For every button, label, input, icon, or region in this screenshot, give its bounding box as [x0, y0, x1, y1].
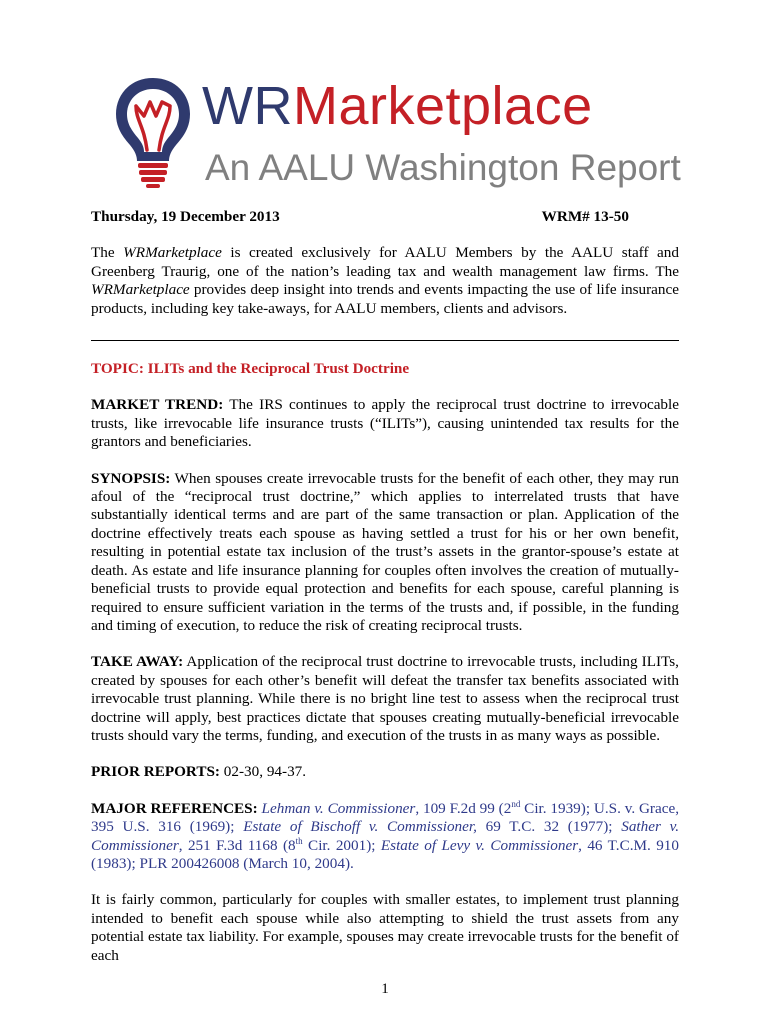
reference-link[interactable]: Estate of Bischoff v. Commissioner,	[243, 818, 477, 836]
logo-title-marketplace: Marketplace	[292, 76, 593, 136]
market-trend-label: MARKET TREND:	[91, 396, 224, 414]
logo-title	[202, 76, 593, 136]
closing-paragraph: It is fairly common, particularly for couples with smaller estates, to implement trust planning intended to benefit each spouse while also attempting to shield the trust assets from any potential estate tax liability. For example, spouses may create irrevocable trusts for the benefit of each	[91, 891, 679, 964]
take-away-paragraph: TAKE AWAY: Application of the reciprocal trust doctrine to irrevocable trusts, including ILITs, created by spouses for each other’s benefit will defeat the transfer tax benefits associated with irrevocable trust planning. While there is no bright line test to assess when the reciprocal trust doctrine will apply, best practices dictate that spouses creating mutually-beneficial irrevocable trusts should vary the terms, funding, and execution of the trusts in as many ways as possible.	[91, 653, 679, 744]
major-references-label: MAJOR REFERENCES:	[91, 799, 258, 817]
prior-reports-label: PRIOR REPORTS:	[91, 763, 220, 781]
report-date: Thursday, 19 December 2013	[91, 208, 280, 225]
topic-heading: TOPIC: ILITs and the Reciprocal Trust Doctrine	[91, 360, 410, 378]
synopsis-label: SYNOPSIS:	[91, 469, 171, 487]
document-body	[91, 208, 679, 965]
reference-link[interactable]: Estate of Levy v. Commissioner	[380, 836, 579, 854]
lightbulb-icon	[110, 72, 196, 192]
reference-link[interactable]: Sather v. Commissioner	[91, 818, 680, 854]
page-number: 1	[381, 981, 389, 997]
wrmarketplace-logo	[110, 72, 681, 202]
report-header	[91, 208, 679, 226]
synopsis-paragraph: SYNOPSIS: When spouses create irrevocable trusts for the benefit of each other, they may run afoul of the “reciprocal trust doctrine,” which applies to interrelated trusts that have substantially identical terms and are part of the same transaction or plan. Application of the doctrine effectively treats each spouse as having settled a trust for his or her own benefit, resulting in potential estate tax inclusion of the trust’s assets in the grantor-spouse’s estate at death. As estate and life insurance planning for couples often involves the creation of mutually-beneficial trusts to provide equal protection and benefits for each spouse, careful planning is required to ensure sufficient variation in the terms of the trusts and, if possible, in the funding and timing of execution, to reduce the risk of creating reciprocal trusts.	[91, 469, 679, 634]
intro-paragraph: The WRMarketplace is created exclusively for AALU Members by the AALU staff and Greenberg Traurig, one of the nation’s leading tax and wealth management law firms. The WRMarketplace provides deep insight into trends and events impacting the use of life insurance products, including key take-aways, for AALU members, clients and advisors.	[91, 244, 679, 317]
logo-title-wr: WR	[202, 76, 293, 136]
logo-subtitle: An AALU Washington Report	[205, 147, 681, 188]
take-away-label: TAKE AWAY:	[91, 653, 184, 671]
section-divider	[91, 340, 679, 341]
report-number: WRM# 13-50	[541, 208, 629, 225]
prior-reports-paragraph: PRIOR REPORTS: 02-30, 94-37.	[91, 763, 307, 781]
major-references-paragraph	[91, 800, 679, 874]
reference-link[interactable]: Lehman v. Commissioner	[261, 799, 416, 817]
market-trend-paragraph: MARKET TREND: The IRS continues to apply the reciprocal trust doctrine to irrevocable trusts, like irrevocable life insurance trusts (“ILITs”), causing unintended tax results for the grantors and beneficiaries.	[91, 396, 679, 451]
reference-list: Lehman v. Commissioner, 109 F.2d 99 (2nd Cir. 1939); U.S. v. Grace, 395 U.S. 316 (1969); Estate of Bischoff v. Commissioner, 69 T.C. 32 (1977); Sather v. Commissioner, 251 F.3d 1168 (8th Cir. 2001); Estate of Levy v. Commissioner, 46 T.C.M. 910 (1983); PLR 200426008 (March 10, 2004).	[91, 798, 680, 872]
